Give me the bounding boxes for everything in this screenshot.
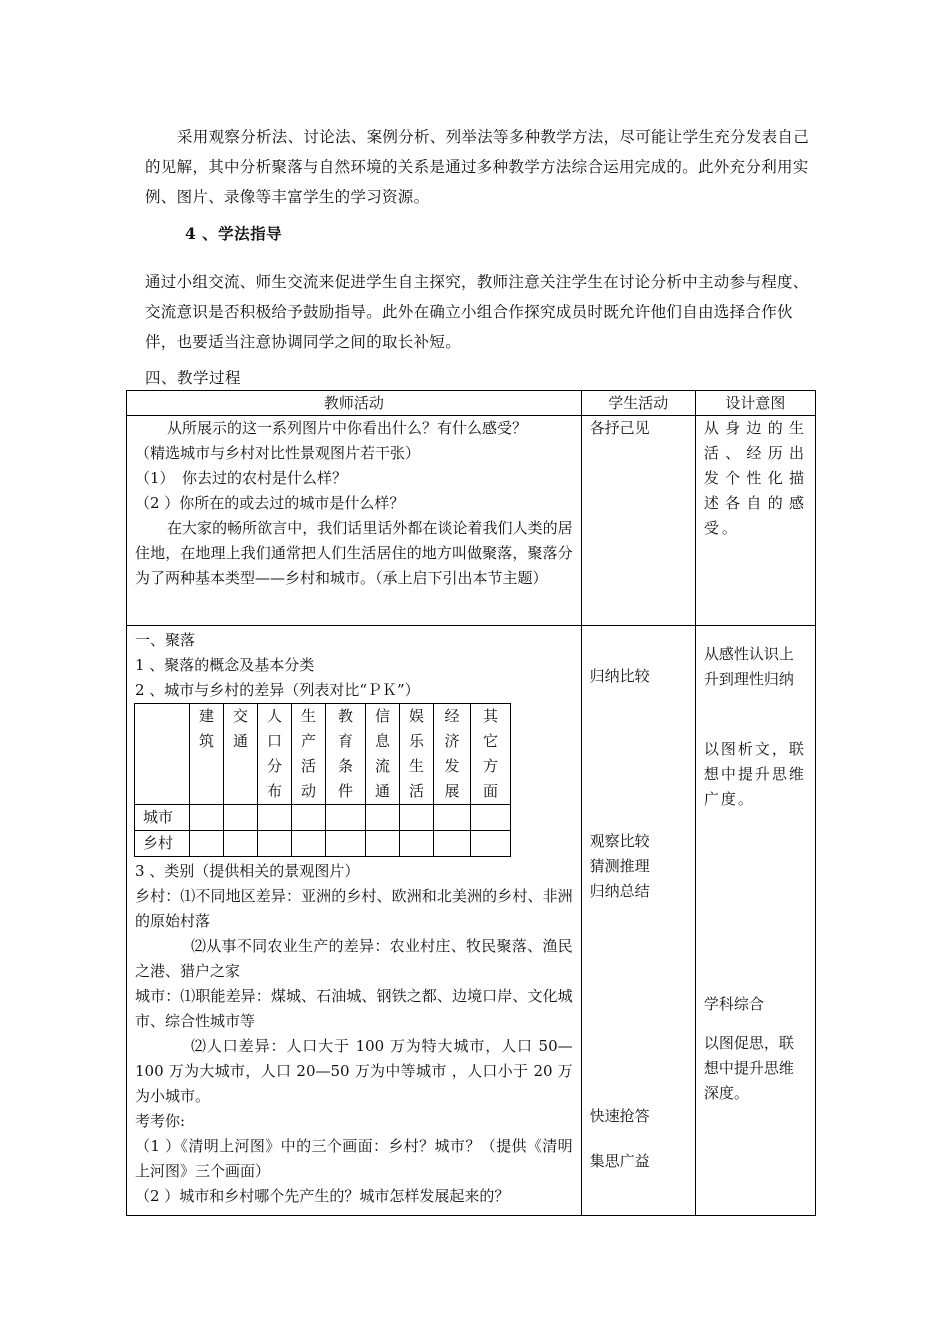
teaching-process-table [126, 390, 816, 1216]
compare-header-cell [326, 704, 366, 805]
intent-text: 学科综合 [703, 995, 764, 1013]
section-title: 四、教学过程 [145, 369, 242, 387]
section4-paragraph: 通过小组交流、师生交流来促进学生自主探究，教师注意关注学生在讨论分析中主动参与程度、交流意识是否积极给予鼓励指导。此外在确立小组合作探究成员时既允许他们自由选择合作伙伴，也要适当注意协调同学之间的取长补短。 [145, 273, 809, 351]
compare-header-text: 信息流通 [374, 707, 390, 800]
intent-text: 以图析文，联想中提升思维广度。 [703, 740, 806, 808]
compare-header-text: 娱乐生活 [408, 707, 424, 800]
teacher-text: 2 、城市与乡村的差异（列表对比“ＰＫ”） [135, 681, 420, 699]
teacher-text: （2 ）城市和乡村哪个先产生的？城市怎样发展起来的？ [135, 1187, 510, 1205]
table-row [127, 626, 816, 1216]
compare-header-text: 交通 [232, 707, 248, 750]
teacher-text: ⑵从事不同农业生产的差异：农业村庄、牧民聚落、渔民之港、猎户之家 [135, 937, 573, 980]
compare-header-text: 建筑 [198, 707, 214, 750]
teacher-text: （1） 你去过的农村是什么样？ [135, 469, 348, 487]
student-activity-cell [581, 626, 695, 1216]
student-text: 快速抢答 [589, 1107, 650, 1125]
compare-row-label: 乡村 [135, 831, 190, 857]
compare-header-cell [224, 704, 258, 805]
teacher-text: 1 、聚落的概念及基本分类 [135, 656, 315, 674]
teacher-text: 在大家的畅所欲言中，我们话里话外都在谈论着我们人类的居住地，在地理上我们通常把人们生活居住的地方叫做聚落，聚落分为了两种基本类型——乡村和城市。（承上启下引出本节主题） [135, 519, 573, 587]
header-student: 学生活动 [581, 391, 695, 416]
compare-header-cell [400, 704, 434, 805]
student-text: 归纳总结 [589, 882, 650, 900]
compare-header-cell [366, 704, 400, 805]
header-intent: 设计意图 [695, 391, 815, 416]
teacher-text: （1 ）《清明上河图》中的三个画面：乡村？城市？（提供《清明上河图》三个画面） [135, 1137, 573, 1180]
student-text: 归纳比较 [589, 667, 650, 685]
compare-header-text: 其它方面 [482, 707, 498, 800]
compare-row-label: 城市 [135, 805, 190, 831]
compare-row-city [135, 805, 511, 831]
student-text: 集思广益 [589, 1152, 650, 1170]
teacher-activity-cell [127, 626, 582, 1216]
compare-header-text: 生产活动 [300, 707, 316, 800]
intent-text: 从身边的生活、经历出发个性化描述各自的感受。 [703, 419, 807, 537]
teacher-activity-cell [127, 416, 582, 626]
compare-header-cell [190, 704, 224, 805]
intro-paragraph: 采用观察分析法、讨论法、案例分析、列举法等多种教学方法，尽可能让学生充分发表自己的见解，其中分析聚落与自然环境的关系是通过多种教学方法综合运用完成的。此外充分利用实例、图片、录像等丰富学生的学习资源。 [145, 128, 810, 206]
teacher-text: 考考你: [135, 1112, 186, 1130]
teacher-text: （2 ）你所在的或去过的城市是什么样？ [135, 494, 405, 512]
city-village-compare-table [134, 703, 511, 857]
teacher-text: 从所展示的这一系列图片中你看出什么？有什么感受？ [167, 419, 528, 437]
teacher-text: 城市：⑴职能差异：煤城、石油城、钢铁之都、边境口岸、文化城市、综合性城市等 [135, 987, 573, 1030]
student-activity-cell [581, 416, 695, 626]
design-intent-cell [695, 626, 815, 1216]
section4-heading: 4 、学法指导 [185, 224, 283, 243]
compare-header-cell [258, 704, 292, 805]
compare-header-text: 人口分布 [266, 707, 282, 800]
intent-text: 以图促思，联想中提升思维深度。 [703, 1034, 794, 1102]
compare-header-text: 经济发展 [444, 707, 460, 800]
teacher-text: 乡村：⑴不同地区差异：亚洲的乡村、欧洲和北美洲的乡村、非洲的原始村落 [135, 887, 573, 930]
header-teacher: 教师活动 [127, 391, 582, 416]
teacher-text: 一、聚落 [135, 631, 196, 649]
teacher-text: （精选城市与乡村对比性景观图片若干张） [135, 444, 421, 462]
student-text: 各抒己见 [589, 419, 650, 437]
compare-header-text: 教育条件 [337, 707, 353, 800]
table-row [127, 416, 816, 626]
compare-header-cell [471, 704, 511, 805]
design-intent-cell [695, 416, 815, 626]
compare-row-village [135, 831, 511, 857]
student-text: 观察比较 [589, 832, 650, 850]
table-header-row [127, 391, 816, 416]
compare-header-row [135, 704, 511, 805]
teacher-text: ⑵人口差异：人口大于 100 万为特大城市，人口 50—100 万为大城市，人口 20—50 万为中等城市 ，人口小于 20 万为小城市。 [135, 1037, 573, 1105]
intent-text: 从感性认识上升到理性归纳 [703, 645, 794, 688]
compare-header-cell [434, 704, 471, 805]
student-text: 猜测推理 [589, 857, 650, 875]
compare-header-cell [292, 704, 326, 805]
compare-corner-cell [135, 704, 190, 805]
teacher-text: 3 、类别（提供相关的景观图片） [135, 862, 360, 880]
